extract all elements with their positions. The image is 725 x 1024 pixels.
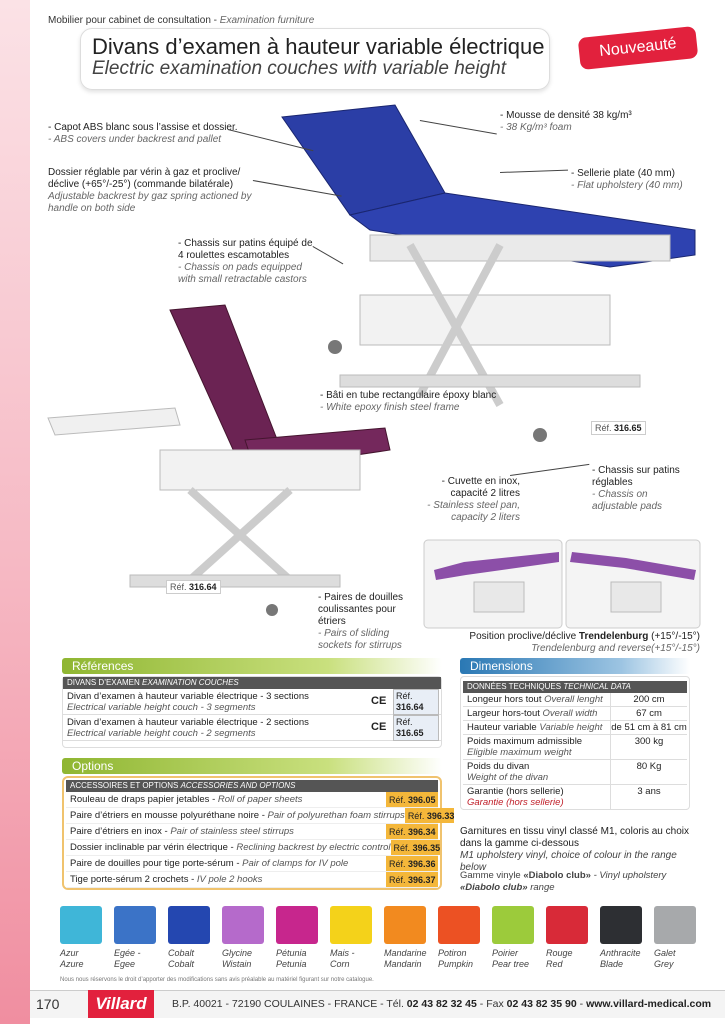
swatch-name-en: Pear tree (492, 959, 530, 969)
color-swatch[interactable] (492, 906, 534, 970)
page-title-fr: Divans d’examen à hauteur variable électrique (92, 34, 545, 59)
swatch-name-fr: Azur (60, 948, 79, 958)
swatch-name-fr: Pétunia (276, 948, 307, 958)
ref-prefix: Réf. (389, 875, 406, 885)
product-ref-top (591, 421, 646, 435)
option-fr: Dossier inclinable par vérin électrique (70, 842, 228, 853)
fax-label: - Fax (476, 998, 507, 1010)
swatch-name-en: Mandarin (384, 959, 422, 969)
website-link[interactable]: www.villard-medical.com (586, 998, 712, 1010)
range-name: «Diabolo club» (523, 870, 591, 881)
annotation-text-en: - 38 Kg/m³ foam (500, 122, 572, 133)
swatch-name-fr: Egée - Egee (114, 948, 141, 969)
dimensions-title: Dimensions (460, 658, 690, 674)
header-en: TECHNICAL DATA (563, 682, 631, 691)
dimension-fr: Poids du divan (467, 761, 530, 772)
ref-number: 396.37 (408, 875, 436, 885)
side-color-band (0, 0, 30, 1024)
option-fr: Paire d’étriers en mousse polyuréthane noire (70, 810, 260, 821)
annotation-text: - Capot ABS blanc sous l’assise et dossier. (48, 122, 238, 133)
color-swatch[interactable] (222, 906, 264, 970)
upholstery-en: M1 upholstery vinyl, choice of colour in the range below (460, 850, 677, 873)
dimension-value: 80 Kg (636, 761, 662, 772)
swatch-label (222, 948, 264, 970)
swatch-label (276, 948, 318, 970)
category-en: Examination furniture (219, 15, 315, 26)
annotation-text-en: - Flat upholstery (40 mm) (571, 180, 683, 191)
option-ref (386, 824, 438, 839)
ce-mark-icon: CE (371, 721, 387, 733)
swatch-name-en: Azure (60, 959, 84, 969)
reference-ref (393, 689, 439, 715)
dimension-row (463, 707, 687, 721)
annotation-text-en: - Pairs of sliding sockets for stirrups (318, 628, 402, 651)
color-swatch[interactable] (114, 906, 156, 970)
option-fr: Rouleau de draps papier jetables (70, 794, 210, 805)
color-swatch[interactable] (654, 906, 696, 970)
upholstery-range (460, 870, 700, 894)
ref-prefix: Réf. (407, 811, 425, 821)
swatch-name-en: Grey (654, 959, 674, 969)
ref-prefix: Réf. (389, 795, 406, 805)
trendelenburg-fr: Position proclive/déclive (469, 631, 579, 642)
reference-en: Electrical variable height couch - 2 segments (67, 727, 256, 739)
header-fr: DIVANS D’EXAMEN (67, 678, 140, 687)
new-badge: Nouveauté (578, 26, 699, 70)
ref-prefix: Réf. (389, 827, 406, 837)
option-en: Pair of clamps for IV pole (242, 858, 349, 869)
color-swatch[interactable] (384, 906, 426, 970)
option-ref (386, 792, 438, 807)
option-fr: Paire d’étriers en inox (70, 826, 162, 837)
swatch-fill (600, 906, 642, 944)
annotation-text: - Chassis sur patins réglables (592, 465, 680, 488)
header-en: EXAMINATION COUCHES (142, 678, 239, 687)
couch-plum-illustration (40, 300, 410, 620)
dimension-label (463, 693, 611, 706)
ref-number: 316.65 (614, 423, 642, 433)
swatch-fill (654, 906, 696, 944)
dimension-row (463, 760, 687, 785)
page-title-en: Electric examination couches with variable height (92, 58, 506, 79)
upholstery-fr: Garnitures en tissu vinyl classé M1, coloris au choix dans la gamme ci-dessous (460, 826, 689, 849)
ref-prefix: Réf. (595, 423, 612, 433)
option-ref (405, 808, 455, 823)
category-line: Mobilier pour cabinet de consultation - Examination furniture (48, 15, 315, 26)
annotation-cuvette (420, 476, 520, 524)
separator: - (576, 998, 587, 1010)
option-row (66, 808, 455, 824)
leader-line (510, 464, 589, 476)
dimension-label (463, 760, 611, 784)
trendelenburg-photo-2 (566, 540, 700, 628)
dimensions-rows (461, 693, 689, 810)
option-ref (386, 872, 438, 887)
dimension-value: de 51 cm à 81 cm (611, 722, 687, 733)
disclaimer: Nous nous réservons le droit d’apporter des modifications sans avis préalable au matériel figurant sur notre catalogue. (60, 977, 374, 983)
swatch-label (330, 948, 372, 970)
dimension-label (463, 785, 611, 809)
dimension-en: Variable height (539, 722, 603, 733)
option-fr: Tige porte-sérum 2 crochets (70, 874, 189, 885)
annotation-dossier (48, 167, 253, 215)
swatch-name-en: Pumpkin (438, 959, 474, 969)
dimensions-table (460, 676, 690, 810)
swatch-label (654, 948, 696, 970)
options-table-header (66, 780, 438, 792)
swatch-label (384, 948, 426, 970)
dimension-en: Weight of the divan (467, 772, 549, 783)
option-desc: Paire d’étriers en inox - Pair of stainless steel stirrups (70, 826, 294, 837)
swatch-fill (60, 906, 102, 944)
option-en: Pair of polyurethan foam stirrups (267, 810, 405, 821)
swatch-name-fr: Mais - Corn (330, 948, 355, 969)
annotation-capot (48, 122, 238, 146)
address-text: B.P. 40021 - 72190 COULAINES - FRANCE - Tél. (172, 998, 407, 1010)
options-rows (64, 792, 455, 888)
header-en: ACCESSORIES AND OPTIONS (180, 781, 296, 790)
reference-desc (63, 717, 371, 739)
option-en: IV pole 2 hooks (196, 874, 263, 885)
option-row (66, 872, 438, 888)
swatch-fill (222, 906, 264, 944)
option-row (66, 792, 438, 808)
annotation-text: - Paires de douilles coulissantes pour étriers (318, 592, 404, 627)
dimension-fr: Largeur hors-tout (467, 708, 540, 719)
reference-ref (393, 715, 439, 741)
dimensions-table-header (463, 681, 687, 693)
trendelenburg-caption (430, 631, 700, 655)
dimension-en: Eligible maximum weight (467, 747, 572, 758)
ref-prefix: Réf. (396, 716, 413, 727)
dimension-value: 200 cm (633, 694, 665, 705)
swatch-fill (384, 906, 426, 944)
references-table-header (63, 677, 441, 689)
trendelenburg-en: Trendelenburg and reverse(+15°/-15°) (531, 643, 700, 654)
swatch-name-fr: Cobalt (168, 948, 195, 958)
swatch-fill (492, 906, 534, 944)
range-name-en: «Diabolo club» (460, 882, 528, 893)
range-en-pre: - Vinyl upholstery (590, 870, 667, 881)
annotation-sellerie (571, 168, 691, 192)
range-fr: Gamme vinyle (460, 870, 524, 881)
option-en: Pair of stainless steel stirrups (170, 826, 294, 837)
swatch-name-en: Wistain (222, 959, 252, 969)
dimension-label (463, 707, 611, 720)
ref-number: 396.34 (408, 827, 436, 837)
trendelenburg-angle: (+15°/-15°) (648, 631, 700, 642)
legrest-plum (48, 408, 180, 435)
ref-number: 396.05 (408, 795, 436, 805)
reference-en: Electrical variable height couch - 3 segments (67, 701, 256, 713)
ref-prefix: Réf. (389, 859, 406, 869)
swatch-name-fr: Galet (654, 948, 676, 958)
annotation-text-en: - Chassis on pads equipped with small retractable castors (178, 262, 307, 285)
header-fr: DONNÉES TECHNIQUES (467, 682, 562, 691)
dimension-row (463, 735, 687, 760)
annotation-mousse (500, 110, 650, 134)
swatch-name-fr: Mandarine (384, 948, 427, 958)
option-desc: Dossier inclinable par vérin électrique - Reclining backrest by electric control (70, 842, 391, 853)
swatch-name-en: Red (546, 959, 563, 969)
dimension-fr: Poids maximum admissible (467, 736, 583, 747)
reference-row (63, 689, 441, 715)
references-title: Références (62, 658, 442, 674)
swatch-name-fr: Anthracite (600, 948, 641, 958)
references-table (62, 676, 442, 748)
reference-desc (63, 691, 371, 713)
ref-number: 396.33 (426, 811, 455, 821)
swatch-fill (276, 906, 318, 944)
ref-number: 396.36 (408, 859, 436, 869)
references-rows (63, 689, 441, 741)
option-ref (386, 856, 438, 871)
product-ref-bottom (166, 580, 221, 594)
annotation-bati (320, 390, 505, 414)
annotation-text-en: - Stainless steel pan, capacity 2 liters (427, 500, 520, 523)
dimension-value: 300 kg (634, 736, 664, 747)
color-swatch[interactable] (60, 906, 102, 970)
annotation-text-en: - Chassis on adjustable pads (592, 489, 663, 512)
annotation-text: - Bâti en tube rectangulaire époxy blanc (320, 390, 497, 401)
option-row (66, 856, 438, 872)
dimension-en: Overall lenght (544, 694, 603, 705)
upholstery-text (460, 826, 700, 874)
annotation-chassis-reglables (592, 465, 692, 513)
options-table (62, 776, 455, 890)
dimension-label (463, 735, 611, 759)
swatch-label (546, 948, 588, 970)
castor (533, 428, 547, 442)
option-ref (391, 840, 441, 855)
page-number: 170 (36, 996, 60, 1012)
annotation-text: - Chassis sur patins équipé de 4 roulettes escamotables (178, 238, 313, 261)
annotation-text: Dossier réglable par vérin à gaz et proclive/ déclive (+65°/-25°) (commande bilatérale) (48, 167, 241, 190)
swatch-label (60, 948, 102, 970)
swatch-label (168, 948, 210, 970)
ref-number: 316.64 (189, 582, 217, 592)
ref-number: 396.35 (412, 843, 441, 853)
swatch-label (438, 948, 480, 970)
phone-number: 02 43 82 32 45 (406, 998, 477, 1010)
dimension-row (463, 721, 687, 735)
option-row (66, 824, 438, 840)
annotation-text-en: Adjustable backrest by gaz spring actioned by handle on both side (48, 191, 252, 214)
dimension-en: Overall width (542, 708, 598, 719)
swatch-fill (546, 906, 588, 944)
color-swatch[interactable] (168, 906, 210, 970)
ref-number: 316.65 (396, 727, 424, 738)
annotation-chassis-patins (178, 238, 313, 286)
footer-address (172, 998, 711, 1010)
option-en: Reclining backrest by electric control (236, 842, 391, 853)
annotation-douilles (318, 592, 413, 652)
reference-fr: Divan d’examen à hauteur variable électrique - 3 sections (67, 690, 309, 702)
dimension-value: 67 cm (636, 708, 662, 719)
annotation-text: - Mousse de densité 38 kg/m³ (500, 110, 632, 121)
ref-prefix: Réf. (170, 582, 187, 592)
ref-prefix: Réf. (393, 843, 411, 853)
swatch-name-en: Cobalt (168, 959, 195, 969)
swatch-fill (168, 906, 210, 944)
option-fr: Paire de douilles pour tige porte-sérum (70, 858, 234, 869)
option-desc: Paire d’étriers en mousse polyuréthane noire - Pair of polyurethan foam stirrups (70, 810, 405, 821)
option-row (66, 840, 441, 856)
swatch-fill (438, 906, 480, 944)
annotation-text-en: - White epoxy finish steel frame (320, 402, 460, 413)
dimension-fr: Longeur hors tout (467, 694, 542, 705)
color-swatch[interactable] (546, 906, 588, 970)
option-en: Roll of paper sheets (217, 794, 303, 805)
brand-logo: Villard (88, 990, 154, 1018)
color-swatch[interactable] (600, 906, 642, 970)
range-en-post: range (527, 882, 555, 893)
color-swatch[interactable] (438, 906, 480, 970)
dimension-label (463, 721, 611, 734)
trendelenburg-photo-1 (424, 540, 562, 628)
swatch-fill (114, 906, 156, 944)
swatch-name-fr: Glycine (222, 948, 253, 958)
swatch-label (600, 948, 642, 970)
option-desc: Paire de douilles pour tige porte-sérum - Pair of clamps for IV pole (70, 858, 349, 869)
swatch-name-fr: Potiron (438, 948, 467, 958)
dimension-row (463, 693, 687, 707)
color-swatch[interactable] (276, 906, 318, 970)
dimension-fr: Hauteur variable (467, 722, 537, 733)
dimension-fr: Garantie (hors sellerie) (467, 786, 564, 797)
dimension-value: 3 ans (637, 786, 661, 797)
swatch-name-en: Blade (600, 959, 624, 969)
swatch-name-en: Petunia (276, 959, 307, 969)
reference-row (63, 715, 441, 741)
annotation-text: - Cuvette en inox, capacité 2 litres (441, 476, 520, 499)
ce-mark-icon: CE (371, 695, 387, 707)
swatch-fill (330, 906, 372, 944)
ref-number: 316.64 (396, 701, 424, 712)
swatch-name-fr: Rouge (546, 948, 573, 958)
category-fr: Mobilier pour cabinet de consultation (48, 15, 211, 26)
ref-prefix: Réf. (396, 690, 413, 701)
header-fr: ACCESSOIRES ET OPTIONS (70, 781, 179, 790)
option-desc: Tige porte-sérum 2 crochets - IV pole 2 hooks (70, 874, 263, 885)
swatch-label (114, 948, 156, 970)
swatch-label (492, 948, 534, 970)
trendelenburg-name: Trendelenburg (578, 631, 649, 642)
reference-fr: Divan d’examen à hauteur variable électrique - 2 sections (67, 716, 309, 728)
color-swatch[interactable] (330, 906, 372, 970)
options-title: Options (62, 758, 442, 774)
dimension-en: Garantie (hors sellerie) (467, 797, 564, 808)
annotation-text: - Sellerie plate (40 mm) (571, 168, 675, 179)
option-desc: Rouleau de draps papier jetables - Roll of paper sheets (70, 794, 303, 805)
swatch-name-fr: Poirier (492, 948, 519, 958)
dimension-row (463, 785, 687, 810)
fax-number: 02 43 82 35 90 (506, 998, 577, 1010)
annotation-text-en: - ABS covers under backrest and pallet (48, 134, 222, 145)
